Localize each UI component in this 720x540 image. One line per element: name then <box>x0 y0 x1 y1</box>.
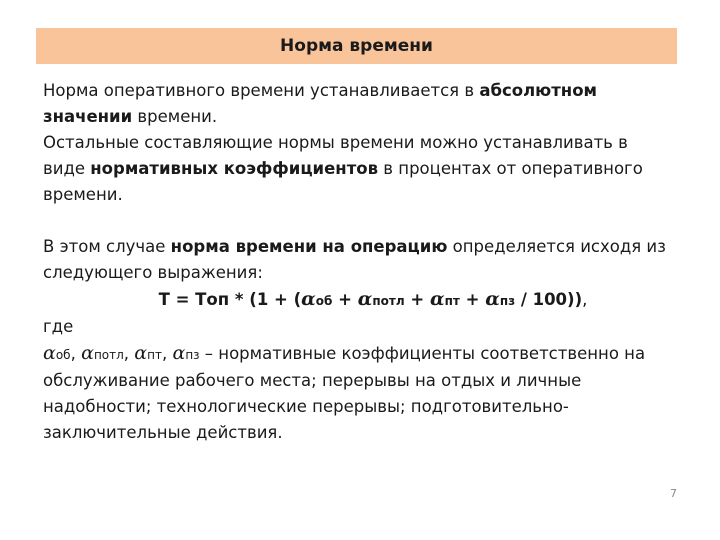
legend-text: – нормативные коэффициенты соответственно на обслуживание рабочего места; перерывы на отдых и личные надобности; технологические перерывы; подготовительно-заключительные действия. <box>43 344 646 442</box>
formula-end: / 100)) <box>515 290 583 309</box>
p2-bold: нормативных коэффициентов <box>90 159 379 178</box>
alpha-symbol: α <box>429 288 445 310</box>
alpha-symbol: α <box>485 288 500 310</box>
alpha-symbol: α <box>301 288 316 310</box>
formula-sub-pz: пз <box>499 294 516 308</box>
p2-text: Остальные составляющие нормы времени можно устанавливать в виде <box>43 133 628 178</box>
alpha-symbol: α <box>81 342 94 364</box>
slide-content <box>43 78 673 446</box>
legend-sep: , <box>70 344 82 363</box>
page-number: 7 <box>670 487 677 500</box>
p3-bold: норма времени на операцию <box>170 237 448 256</box>
legend-sep: , <box>123 344 135 363</box>
p1-text-end: времени. <box>132 107 218 126</box>
alpha-symbol: α <box>172 342 186 364</box>
formula-plus: + <box>459 290 486 309</box>
legend-sub-pt: пт <box>147 348 162 362</box>
spacer <box>43 208 673 234</box>
legend-sub-potl: потл <box>93 348 124 362</box>
formula-plus: + <box>332 290 358 309</box>
paragraph-legend <box>43 340 673 446</box>
paragraph-expression <box>43 234 673 286</box>
formula <box>43 286 673 314</box>
formula-sub-ob: об <box>315 294 333 308</box>
alpha-symbol: α <box>134 342 148 364</box>
formula-sub-pt: пт <box>444 294 460 308</box>
paragraph-operative-time <box>43 78 673 130</box>
legend-sub-pz: пз <box>185 348 200 362</box>
paragraph-coefficients <box>43 130 673 208</box>
slide-title: Норма времени <box>280 36 433 56</box>
title-bar <box>36 28 677 64</box>
legend-sep: , <box>161 344 173 363</box>
formula-sub-potl: потл <box>372 294 405 308</box>
alpha-symbol: α <box>357 288 373 310</box>
p1-text: Норма оперативного времени устанавливается в <box>43 81 480 100</box>
p1-bold: абсолютном значении <box>43 81 598 126</box>
formula-comma: , <box>582 290 588 309</box>
where-label: где <box>43 317 74 336</box>
formula-plus: + <box>404 290 430 309</box>
p2-text-end: в процентах от оперативного времени. <box>43 159 643 204</box>
p3-text-end: определяется исходя из следующего выражения: <box>43 237 666 282</box>
formula-start: Т = Топ * (1 + ( <box>158 290 302 309</box>
legend-sub-ob: об <box>55 348 71 362</box>
alpha-symbol: α <box>43 342 56 364</box>
p3-text: В этом случае <box>43 237 171 256</box>
